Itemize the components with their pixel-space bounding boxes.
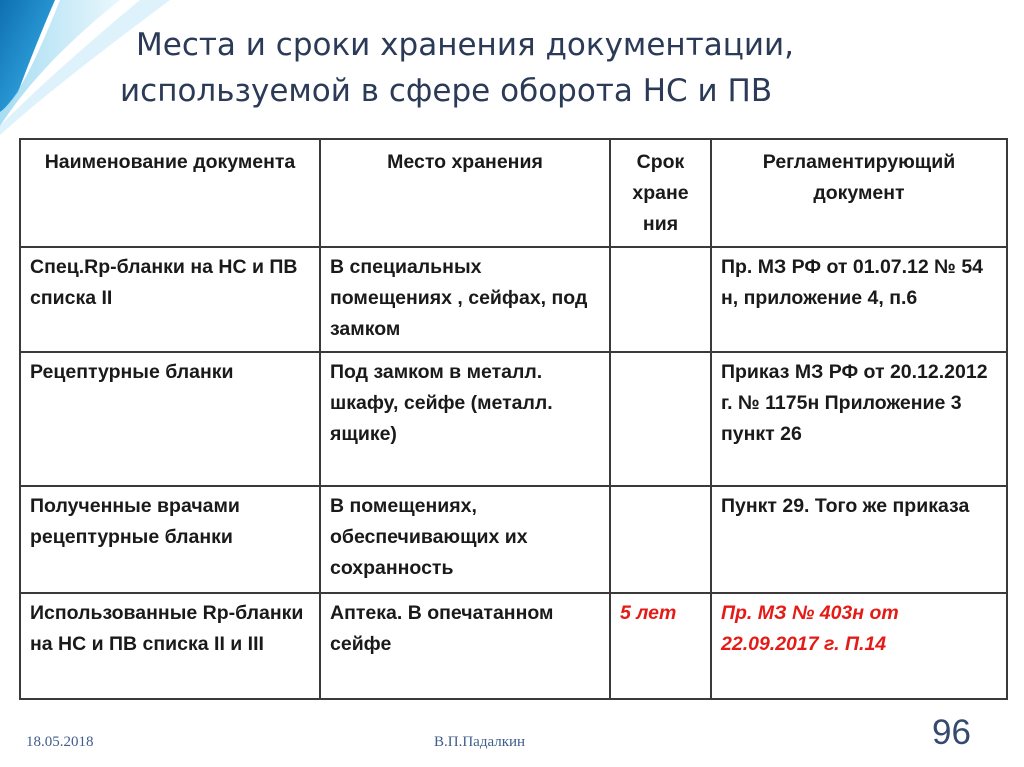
footer-author: В.П.Падалкин — [434, 734, 526, 750]
cell-regulation: Пр. МЗ РФ от 01.07.12 № 54 н, приложение 4, п.6 — [711, 247, 1007, 352]
header-storage-place: Место хранения — [320, 139, 610, 247]
table-row — [20, 486, 1007, 593]
cell-document: Полученные врачами рецептурные бланки — [20, 486, 320, 593]
cell-document: Рецептурные бланки — [20, 352, 320, 486]
cell-period: 5 лет — [610, 593, 711, 699]
header-storage-period: Срок хране ния — [610, 139, 711, 247]
table-row — [20, 247, 1007, 352]
cell-place: Под замком в металл. шкафу, сейфе (металл. ящике) — [320, 352, 610, 486]
cell-period — [610, 247, 711, 352]
title-line-2: используемой в сфере оборота НС и ПВ — [120, 73, 773, 109]
table-row — [20, 352, 1007, 486]
title-line-1: Места и сроки хранения документации, — [136, 27, 794, 63]
cell-period — [610, 486, 711, 593]
cell-place: В специальных помещениях , сейфах, под замком — [320, 247, 610, 352]
cell-place: Аптека. В опечатанном сейфе — [320, 593, 610, 699]
header-document-name: Наименование документа — [20, 139, 320, 247]
footer-date: 18.05.2018 — [26, 734, 94, 750]
slide-title — [120, 22, 980, 114]
storage-table — [19, 138, 1008, 700]
cell-period — [610, 352, 711, 486]
header-regulation: Регламентирующий документ — [711, 139, 1007, 247]
cell-place: В помещениях, обеспечивающих их сохранность — [320, 486, 610, 593]
cell-document: Использованные Rp-бланки на НС и ПВ списка II и III — [20, 593, 320, 699]
cell-regulation: Пункт 29. Того же приказа — [711, 486, 1007, 593]
table-header-row — [20, 139, 1007, 247]
page-number: 96 — [932, 713, 971, 752]
cell-regulation: Пр. МЗ № 403н от 22.09.2017 г. П.14 — [711, 593, 1007, 699]
cell-regulation: Приказ МЗ РФ от 20.12.2012 г. № 1175н Приложение 3 пункт 26 — [711, 352, 1007, 486]
table-row — [20, 593, 1007, 699]
cell-document: Спец.Rp-бланки на НС и ПВ списка II — [20, 247, 320, 352]
